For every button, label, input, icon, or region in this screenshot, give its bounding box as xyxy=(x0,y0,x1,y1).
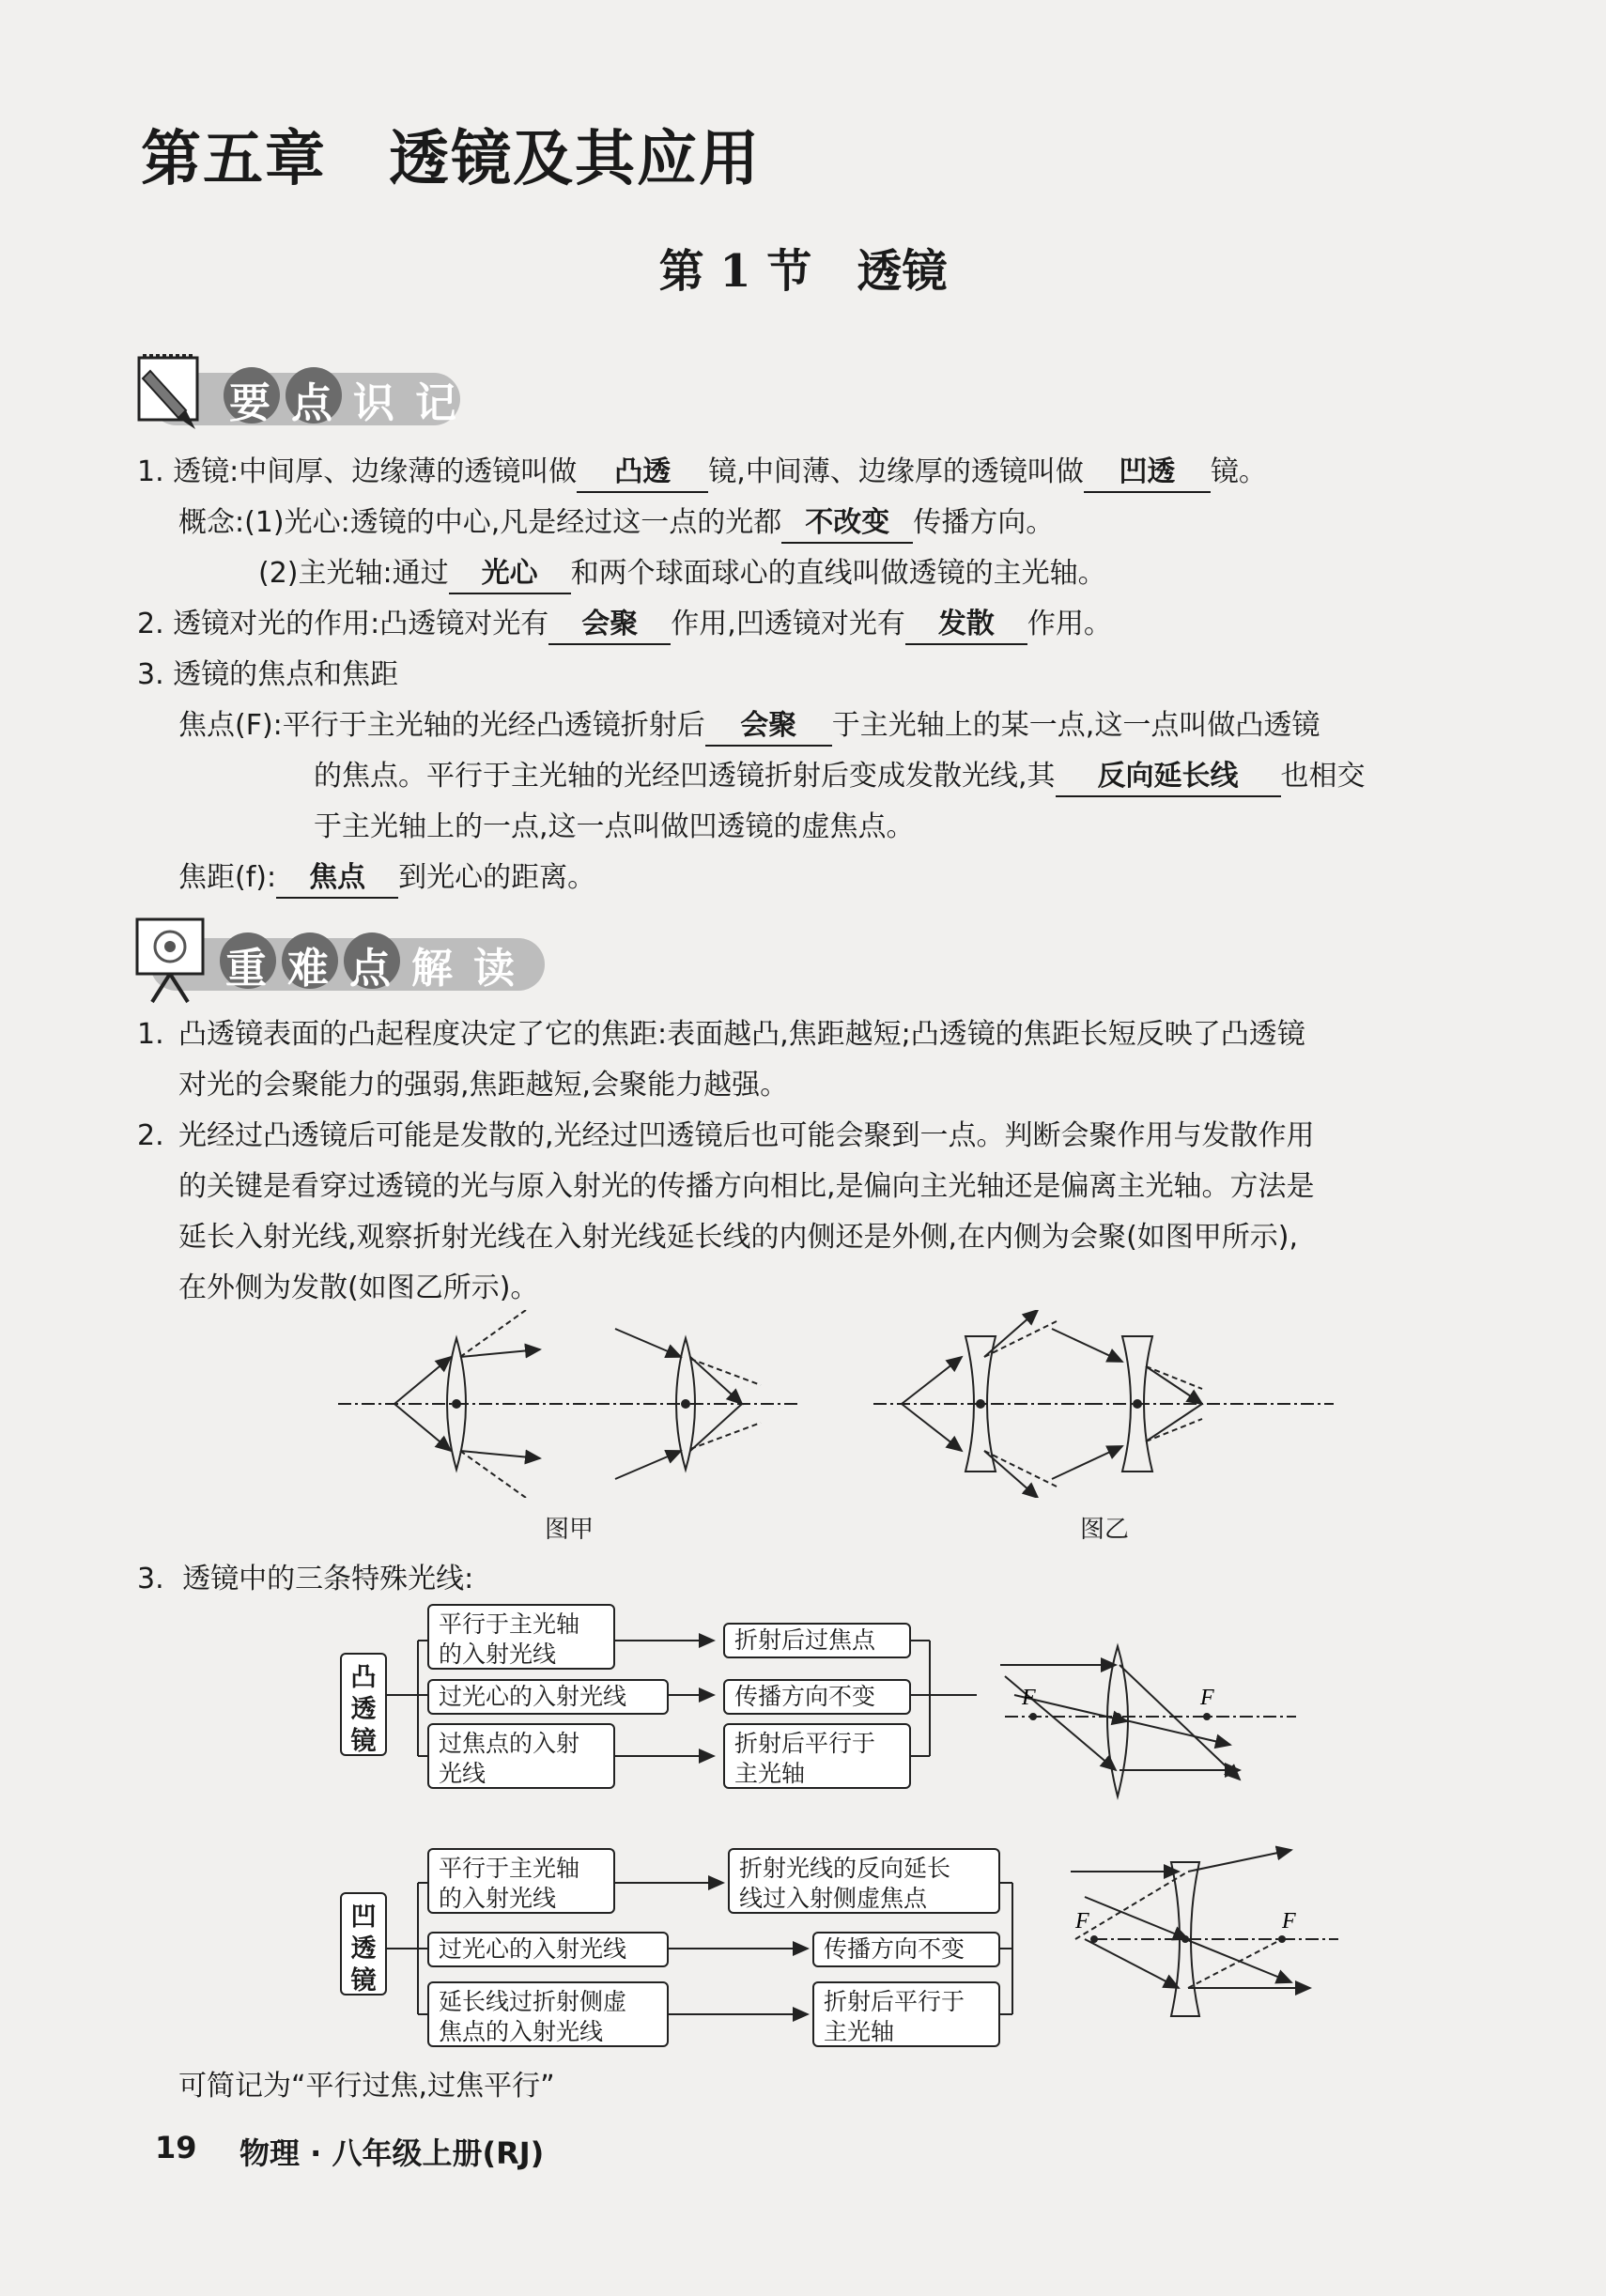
figure-a-caption: 图甲 xyxy=(545,1516,595,1544)
keypoint-axis: (2)主光轴:通过 光心 和两个球面球心的直线叫做透镜的主光轴。 xyxy=(258,548,1106,599)
answer-blank: 光心 xyxy=(449,555,571,594)
concave-row2-output: 传播方向不变 xyxy=(812,1932,1000,1967)
concave-special-rays-diagram xyxy=(1057,1845,1367,2033)
keypoint-2: 2. 透镜对光的作用:凸透镜对光有 会聚 作用,凹透镜对光有 发散 作用。 xyxy=(137,599,1112,650)
focal-point-label: F xyxy=(1075,1909,1089,1934)
keypoint-focus-2: 的焦点。平行于主光轴的光经凹透镜折射后变成发散光线,其 反向延长线 也相交 xyxy=(314,751,1366,802)
banner1-text: 要点识记 xyxy=(229,379,477,427)
convex-lens-label: 凸透镜 xyxy=(340,1653,387,1756)
answer-blank: 凹透 xyxy=(1084,454,1211,493)
analysis-2: 2. 光经过凸透镜后可能是发散的,光经过凹透镜后也可能会聚到一点。判断会聚作用与发散作用 的关键是看穿过透镜的光与原入射光的传播方向相比,是偏向主光轴还是偏离主光轴。方法是 延长入射光线,观察折射光线在入射光线延长线的内侧还是外侧,在内侧为会聚(如图甲所示), 在外侧为发散(如图乙所示)。 xyxy=(137,1119,1315,1304)
keypoint-concept: 概念:(1)光心:透镜的中心,凡是经过这一点的光都 不改变 传播方向。 xyxy=(178,498,1054,548)
concave-row1-output: 折射光线的反向延长 线过入射侧虚焦点 xyxy=(728,1848,1000,1914)
keypoint-3: 3. 透镜的焦点和焦距 xyxy=(137,658,399,691)
convex-row2-output: 传播方向不变 xyxy=(723,1679,911,1715)
chapter-title: 第五章 透镜及其应用 xyxy=(141,125,761,194)
analysis-3: 3. 透镜中的三条特殊光线: xyxy=(137,1563,474,1595)
answer-blank: 发散 xyxy=(905,606,1027,645)
answer-blank: 凸透 xyxy=(577,454,708,493)
convex-special-rays-diagram xyxy=(996,1639,1305,1808)
convex-row3-output: 折射后平行于 主光轴 xyxy=(723,1723,911,1789)
focal-point-label: F xyxy=(1200,1686,1214,1710)
page-number: 19 xyxy=(155,2130,197,2165)
keypoint-flen: 焦距(f): 焦点 到光心的距离。 xyxy=(178,853,595,903)
keypoint-focus-1: 焦点(F):平行于主光轴的光经凸透镜折射后 会聚 于主光轴上的某一点,这一点叫做凸透镜 xyxy=(178,701,1320,751)
section-title: 第 1 节 透镜 xyxy=(658,245,948,298)
convex-row3-input: 过焦点的入射 光线 xyxy=(427,1723,615,1789)
concave-row3-output: 折射后平行于 主光轴 xyxy=(812,1981,1000,2047)
summary-mnemonic: 可简记为“平行过焦,过焦平行” xyxy=(178,2070,555,2103)
concave-row2-input: 过光心的入射光线 xyxy=(427,1932,669,1967)
concave-row3-input: 延长线过折射侧虚 焦点的入射光线 xyxy=(427,1981,669,2047)
concave-row1-input: 平行于主光轴 的入射光线 xyxy=(427,1848,615,1914)
answer-blank: 焦点 xyxy=(276,859,398,899)
convex-row1-input: 平行于主光轴 的入射光线 xyxy=(427,1604,615,1670)
keypoint-1: 1. 透镜:中间厚、边缘薄的透镜叫做 凸透 镜,中间薄、边缘厚的透镜叫做 凹透 镜。 xyxy=(137,447,1267,498)
figure-b-caption: 图乙 xyxy=(1080,1516,1130,1544)
convex-row2-input: 过光心的入射光线 xyxy=(427,1679,669,1715)
book-title: 物理 · 八年级上册(RJ) xyxy=(239,2135,545,2171)
concave-lens-label: 凹透镜 xyxy=(340,1892,387,1996)
answer-blank: 反向延长线 xyxy=(1056,758,1281,797)
keypoints-banner xyxy=(131,352,526,446)
focal-point-label: F xyxy=(1022,1686,1036,1710)
analysis-1: 1. 凸透镜表面的凸起程度决定了它的焦距:表面越凸,焦距越短;凸透镜的焦距长短反映了凸透镜 对光的会聚能力的强弱,焦距越短,会聚能力越强。 xyxy=(137,1018,1305,1102)
analysis-banner xyxy=(131,916,582,1009)
lens-diagram-converge-diverge xyxy=(338,1310,1352,1498)
answer-blank: 会聚 xyxy=(705,707,832,747)
keypoint-focus-3: 于主光轴上的一点,这一点叫做凹透镜的虚焦点。 xyxy=(314,810,915,843)
convex-row1-output: 折射后过焦点 xyxy=(723,1623,911,1658)
focal-point-label: F xyxy=(1282,1909,1296,1934)
banner2-text: 重难点解读 xyxy=(225,945,535,993)
answer-blank: 不改变 xyxy=(781,504,913,544)
answer-blank: 会聚 xyxy=(548,606,671,645)
